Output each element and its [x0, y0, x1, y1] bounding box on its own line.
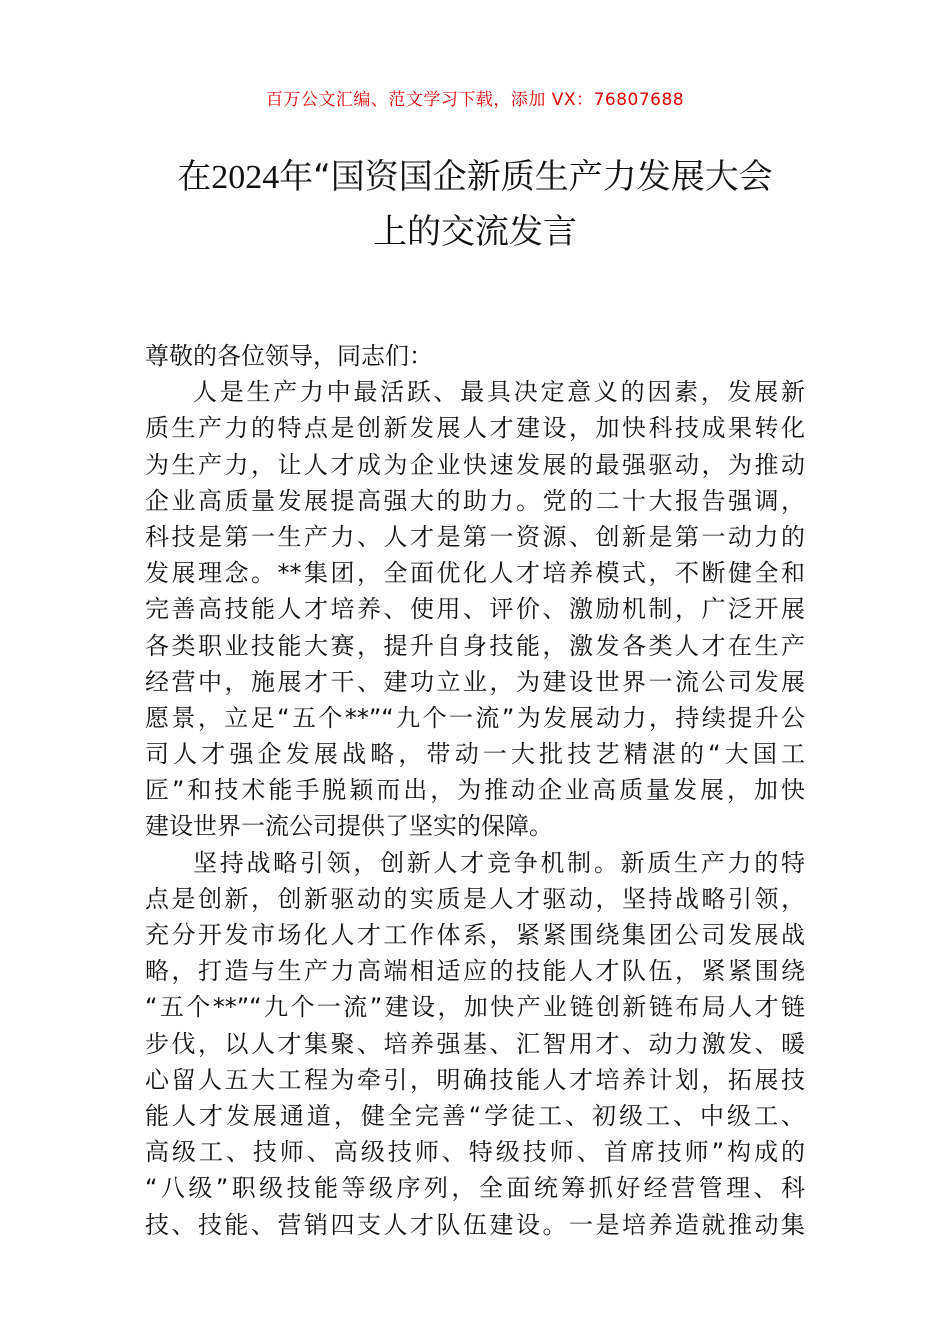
- paragraph-line: 点是创新，创新驱动的实质是人才驱动，坚持战略引领，: [145, 884, 805, 913]
- paragraph-line: 高级工、技师、高级技师、特级技师、首席技师”构成的: [145, 1138, 805, 1167]
- paragraph-line: 技、技能、营销四支人才队伍建设。一是培养造就推动集: [145, 1210, 805, 1239]
- paragraph-line: 完善高技能人才培养、使用、评价、激励机制，广泛开展: [145, 595, 805, 624]
- paragraph-line: 科技是第一生产力、人才是第一资源、创新是第一动力的: [145, 522, 805, 551]
- paragraph-line: 步伐，以人才集聚、培养强基、汇智用才、动力激发、暖: [145, 1029, 805, 1058]
- paragraph-line: 略，打造与生产力高端相适应的技能人才队伍，紧紧围绕: [145, 957, 805, 986]
- title-rest: 年“国资国企新质生产力发展大会: [279, 157, 773, 197]
- salutation: 尊敬的各位领导，同志们：: [145, 342, 433, 370]
- paragraph-line: 经营中，施展才干、建功立业，为建设世界一流公司发展: [145, 667, 805, 696]
- paragraph-line: 质生产力的特点是创新发展人才建设，加快科技成果转化: [145, 414, 805, 443]
- document-title: [120, 150, 830, 259]
- paragraph-line: 建设世界一流公司提供了坚实的保障。: [145, 812, 553, 841]
- paragraph-line: 能人才发展通道，健全完善“学徒工、初级工、中级工、: [145, 1101, 805, 1130]
- document-body: [145, 338, 805, 1243]
- paragraph-line: “八级”职级技能等级序列，全面统筹抓好经营管理、科: [145, 1174, 805, 1203]
- header-note: 百万公文汇编、范文学习下载，添加 VX：76807688: [265, 90, 685, 110]
- paragraph-line: 为生产力，让人才成为企业快速发展的最强驱动，为推动: [145, 450, 805, 479]
- paragraph-line: 匠”和技术能手脱颖而出，为推动企业高质量发展，加快: [145, 776, 805, 805]
- title-year: 2024: [211, 159, 280, 196]
- paragraph-line: 企业高质量发展提高强大的助力。党的二十大报告强调，: [145, 486, 805, 515]
- paragraph-line: 人是生产力中最活跃、最具决定意义的因素，发展新: [193, 378, 805, 407]
- title-prefix: 在: [177, 157, 212, 197]
- paragraph-line: 各类职业技能大赛，提升自身技能，激发各类人才在生产: [145, 631, 805, 660]
- paragraph-line: 心留人五大工程为牵引，明确技能人才培养计划，拓展技: [145, 1065, 805, 1094]
- paragraph-2: [145, 845, 805, 1243]
- paragraph-line: “五个**”“九个一流”建设，加快产业链创新链布局人才链: [145, 993, 805, 1022]
- paragraph-line: 发展理念。**集团，全面优化人才培养模式，不断健全和: [145, 559, 805, 588]
- title-line-2: 上的交流发言: [373, 212, 577, 252]
- paragraph-line: 愿景，立足“五个**”“九个一流”为发展动力，持续提升公: [145, 703, 805, 732]
- paragraph-1: [145, 374, 805, 844]
- paragraph-line: 司人才强企发展战略，带动一大批技艺精湛的“大国工: [145, 740, 805, 769]
- paragraph-line: 充分开发市场化人才工作体系，紧紧围绕集团公司发展战: [145, 921, 805, 949]
- paragraph-line: 坚持战略引领，创新人才竞争机制。新质生产力的特: [193, 848, 805, 877]
- title-line-1: [120, 150, 830, 205]
